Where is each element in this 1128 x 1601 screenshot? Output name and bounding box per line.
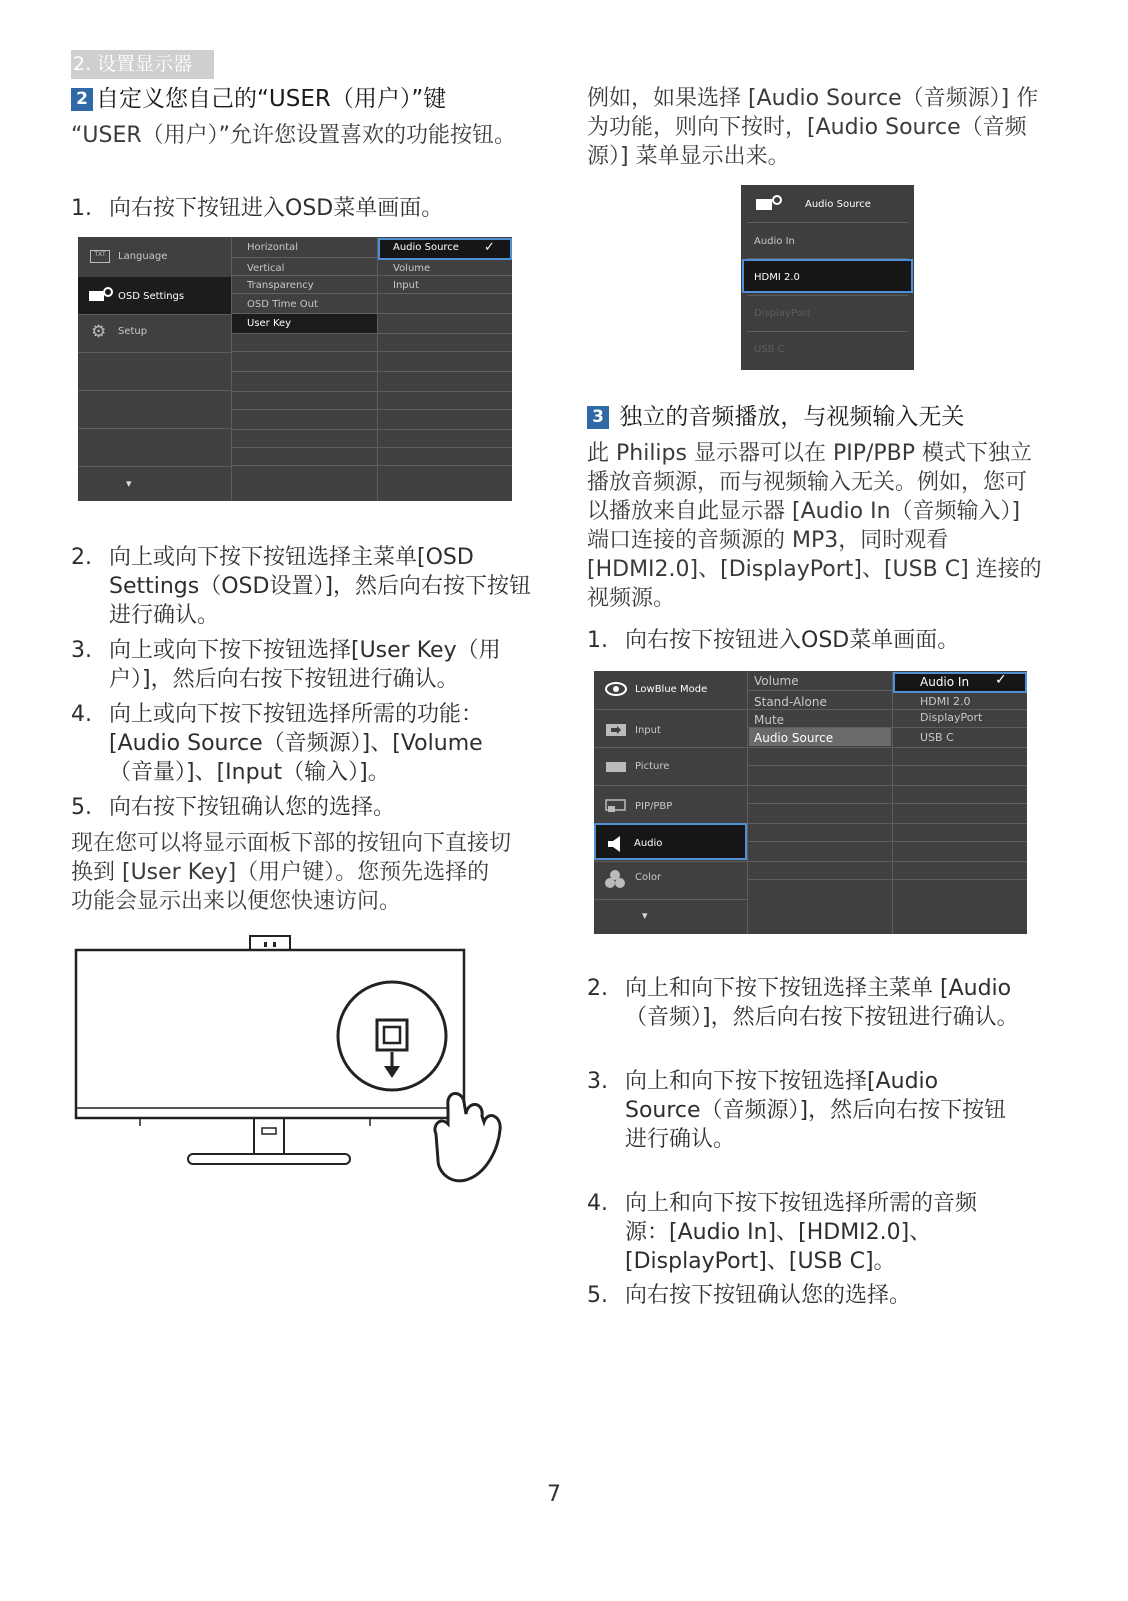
osd-sub-transparency[interactable]: Transparency [247, 280, 314, 291]
osd-opt-input[interactable]: Input [393, 280, 419, 291]
osd-sub-mute[interactable]: Mute [754, 713, 785, 727]
osd-opt-audio-source[interactable]: Audio Source [393, 242, 459, 253]
step-number: 4. [71, 702, 92, 727]
heading-user-key [71, 84, 521, 114]
osd-menu-setup[interactable]: Setup [118, 326, 148, 337]
step-text: 向上或向下按下按钮选择主菜单[OSD Settings（OSD设置）]，然后向右按下按钮进行确认。 [109, 545, 532, 628]
chevron-down-icon: ▾ [642, 909, 648, 922]
osd-opt-volume[interactable]: Volume [393, 263, 431, 274]
step-text: 向上或向下按下按钮选择所需的功能：[Audio Source（音频源）]、[Volume（音量）]、[Input（输入）]。 [109, 702, 484, 785]
osd-sub-audio-source[interactable]: Audio Source [754, 731, 834, 745]
left-step-4 [71, 700, 541, 790]
step-text: 向右按下按钮进入OSD菜单画面。 [109, 196, 444, 221]
step-number: 3. [587, 1069, 608, 1094]
audio-menu-hdmi[interactable]: HDMI 2.0 [754, 272, 800, 283]
audio-source-menu [741, 185, 914, 370]
step-number: 3. [71, 638, 92, 663]
osd-opt-hdmi[interactable]: HDMI 2.0 [920, 695, 971, 708]
philips-paragraph: 此 Philips 显示器可以在 PIP/PBP 模式下独立播放音频源，而与视频输入无关。例如，您可以播放来自此显示器 [Audio In（音频输入）] 端口连接的音频源的 MP3，同时观看 [HDMI2.0]、[DisplayPort]、[USB C] 连接的视频源。 [587, 441, 1042, 611]
osd-menu-language[interactable]: Language [118, 251, 168, 262]
step-text: 向上和向下按下按钮选择主菜单 [Audio（音频）]，然后向右按下按钮进行确认。 [625, 976, 1019, 1030]
gear-icon: ⚙ [91, 322, 107, 342]
left-step-3 [71, 636, 541, 696]
right-step-5 [587, 1281, 1057, 1311]
step-number: 4. [587, 1191, 608, 1216]
language-icon: TXT [90, 250, 110, 263]
heading-independent-audio [587, 402, 1047, 432]
step-number: 2. [71, 545, 92, 570]
heading-text: 自定义您自己的“USER（用户）”键 [96, 86, 447, 112]
osd-sub-user-key[interactable]: User Key [247, 318, 292, 329]
settings-icon [755, 193, 785, 213]
osd-menu-input[interactable]: Input [635, 725, 661, 736]
right-step-3 [587, 1067, 1057, 1187]
osd-menu-audio [594, 671, 1027, 934]
check-icon: ✓ [484, 240, 495, 255]
osd-sub-volume[interactable]: Volume [754, 674, 799, 688]
color-icon [604, 869, 626, 889]
osd-opt-displayport[interactable]: DisplayPort [920, 711, 983, 724]
summary-paragraph: 现在您可以将显示面板下部的按钮向下直接切换到 [User Key]（用户键）。您预先选择的功能会显示出来以便您快速访问。 [71, 831, 512, 914]
osd-menu-audio-item[interactable]: Audio [634, 838, 663, 849]
right-step-1 [587, 626, 1057, 656]
monitor-illustration [70, 930, 520, 1190]
step-text: 向上和向下按下按钮选择[Audio Source（音频源）]，然后向右按下按钮进行确认。 [625, 1069, 1007, 1152]
left-step-5 [71, 793, 541, 823]
osd-menu-picture[interactable]: Picture [635, 761, 670, 772]
step-text: 向右按下按钮确认您的选择。 [109, 795, 396, 820]
left-step-1 [71, 194, 541, 224]
example-paragraph: 例如，如果选择 [Audio Source（音频源）] 作为功能，则向下按时，[Audio Source（音频源）] 菜单显示出来。 [587, 86, 1039, 169]
step-number: 5. [71, 795, 92, 820]
intro-paragraph: “USER（用户）”允许您设置喜欢的功能按钮。 [71, 123, 517, 148]
osd-sub-vertical[interactable]: Vertical [247, 263, 285, 274]
step-text: 向右按下按钮进入OSD菜单画面。 [625, 628, 960, 653]
audio-menu-usbc: USB C [754, 344, 785, 355]
audio-menu-title: Audio Source [805, 199, 871, 210]
section-tag: 2. 设置显示器 [71, 50, 214, 79]
step-number: 1. [587, 628, 608, 653]
step-number: 5. [587, 1283, 608, 1308]
check-icon: ✓ [995, 672, 1007, 688]
chevron-down-icon: ▾ [126, 477, 132, 490]
osd-settings-icon [88, 286, 114, 304]
left-step-2 [71, 543, 541, 633]
heading-number-badge: 3 [587, 406, 609, 429]
osd-sub-osd-time-out[interactable]: OSD Time Out [247, 299, 318, 310]
speaker-icon [607, 836, 625, 852]
right-step-2 [587, 974, 1057, 1064]
audio-menu-displayport: DisplayPort [754, 308, 811, 319]
pip-pbp-icon [605, 799, 627, 813]
osd-menu-color[interactable]: Color [635, 872, 662, 883]
osd-menu-osd-settings[interactable]: OSD Settings [118, 291, 185, 302]
osd-opt-usbc[interactable]: USB C [920, 731, 954, 744]
step-number: 2. [587, 976, 608, 1001]
input-icon [605, 723, 627, 737]
right-step-4 [587, 1189, 1057, 1279]
audio-menu-audio-in[interactable]: Audio In [754, 236, 795, 247]
osd-sub-stand-alone[interactable]: Stand-Alone [754, 695, 827, 709]
osd-sub-horizontal[interactable]: Horizontal [247, 242, 299, 253]
heading-text: 独立的音频播放，与视频输入无关 [619, 404, 965, 430]
osd-menu-lowblue[interactable]: LowBlue Mode [635, 684, 708, 695]
osd-menu-pip-pbp[interactable]: PIP/PBP [635, 801, 673, 812]
picture-icon [605, 761, 627, 773]
osd-menu-settings [78, 237, 512, 501]
heading-number-badge: 2 [71, 88, 93, 111]
page-number: 7 [547, 1482, 561, 1507]
step-number: 1. [71, 196, 92, 221]
eye-icon [605, 682, 627, 696]
step-text: 向上和向下按下按钮选择所需的音频源：[Audio In]、[HDMI2.0]、[DisplayPort]、[USB C]。 [625, 1191, 978, 1274]
step-text: 向上或向下按下按钮选择[User Key（用户）]，然后向右按下按钮进行确认。 [109, 638, 501, 692]
step-text: 向右按下按钮确认您的选择。 [625, 1283, 912, 1308]
osd-opt-audio-in[interactable]: Audio In [920, 675, 970, 689]
